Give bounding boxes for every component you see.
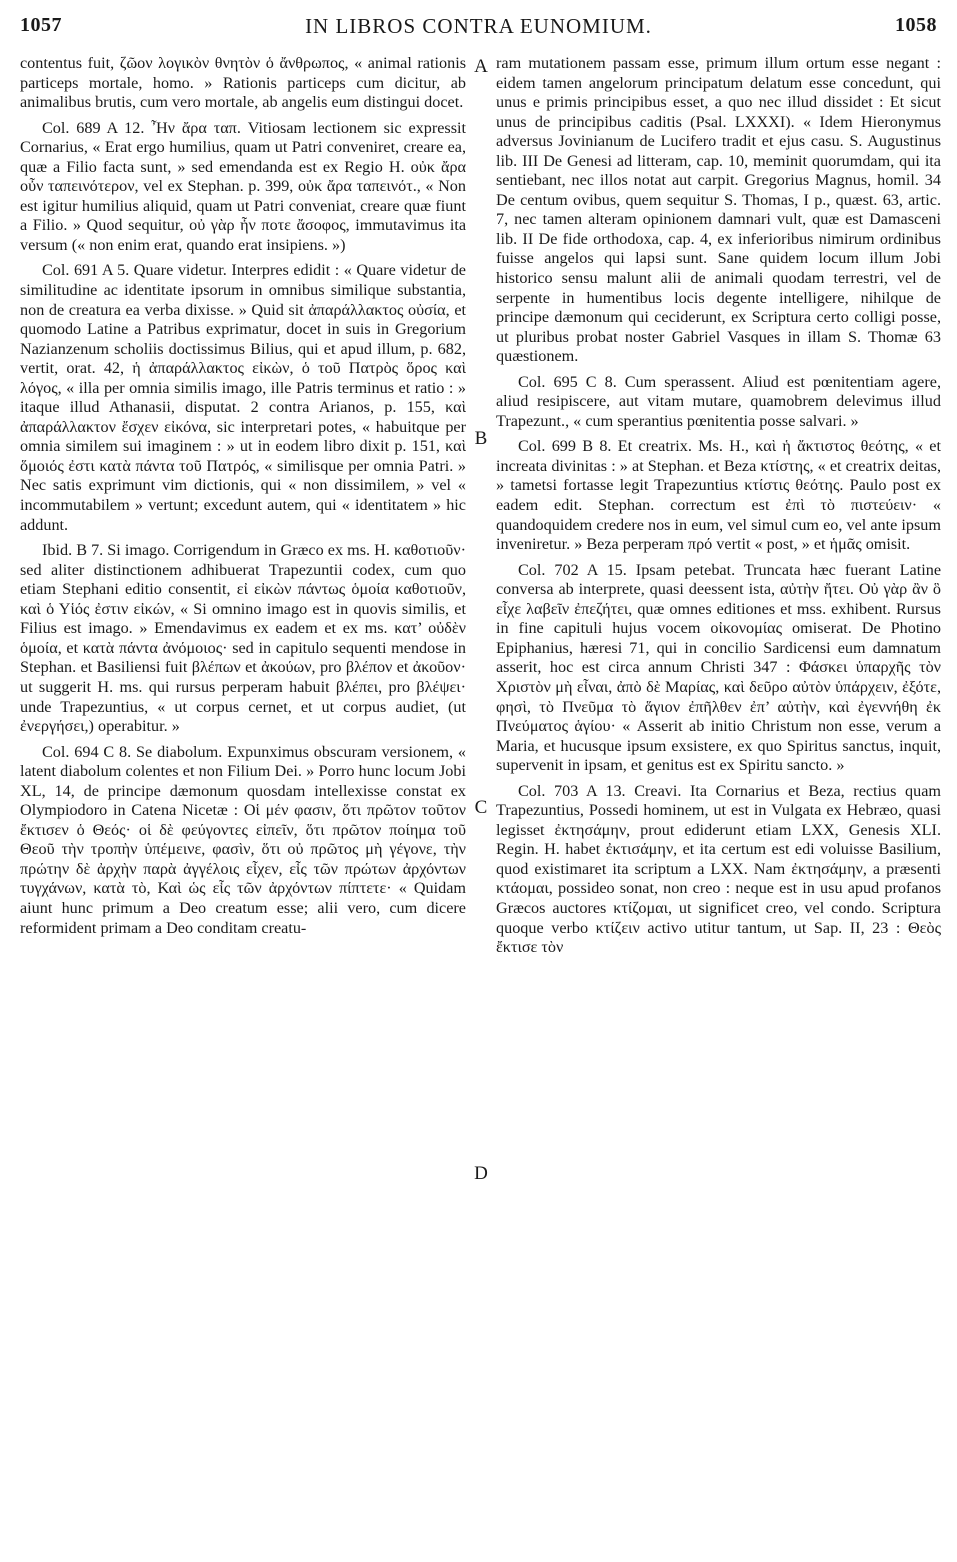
right-column [496,54,941,958]
margin-letter-c: C [474,797,488,818]
paragraph: Col. 691 A 5. Quare videtur. Interpres edidit : « Quare videtur de similitudine ac identitate ipsorum in omnibus similique substantia, non de creatura ea verba dixisse. » Quid sit ἀπαράλλακτος οὐσία, et quomodo Latine a Patribus exprimatur, docet in suis in Gregorium Nazianzenum scholiis doctissimus Bilius, qui et apud illum, p. 682, vertit, orat. 42, ἡ ἀπαράλλακτος εἰκὼν, ὁ τοῦ Πατρὸς ὅρος καὶ λόγος, « illa per omnia similis imago, ille Patris terminus et ratio : » itaque illud Athanasii, disputat. 2 contra Arianos, p. 155, καὶ ἀπαράλλακτον ἔσχεν εἰκόνα, sic interpretari potes, « habuitque per omnia similem sui imaginem : » ut in eodem libro dixit p. 151, καὶ ὅμοιός ἐστι κατὰ πάντα τοῦ Πατρός, « similisque per omnia Patri. » Nec satis exprimunt vim dictionis, qui « non dissimilem, » vel « incommutabilem » vertunt; excedunt autem, qui « identitatem » hic addunt. [20,261,466,534]
paragraph: Col. 694 C 8. Se diabolum. Expunximus obscuram versionem, « latent diabolum colentes et non Filium Dei. » Porro hunc locum Jobi XL, 14, de principe dæmonum quosdam intellexisse constat ex Olympiodoro in Catena Nicetæ : Οἱ μέν φασιν, ὅτι πρῶτον τοῦτον ἔκτισεν ὁ Θεός· οἱ δὲ φεύγοντες εἰπεῖν, ὅτι πρῶτον ποίημα τοῦ Θεοῦ τὴν τροπὴν ὑπέμεινε, φασὶν, ὅτι οὐ πρῶτος μὴ γέγονε, τὴν πρώτην δὲ ἀρχὴν παρὰ ἀγγέλοις εἶχεν, εἷς τῶν πρώτων ἀρχόντων τυγχάνων, κατὰ τὸ, Καὶ ὡς εἷς τῶν ἀρχόντων πίπτετε· « Quidam aiunt hunc primum a Deo creatum esse; alii vero, cum dicere reformident primam a Deo conditam creatu- [20,742,466,937]
paragraph: ram mutationem passam esse, primum illum ortum esse negant : eidem tamen angelorum principatum delatum esse concedunt, qui unus e primis principibus esset, a quo nec illud dissidet : Et sicut unus de principibus caditis (Psal. LXXXI). « Idem Hieronymus adversus Jovinianum de Lucifero tradit et ejus casu. S. Augustinus lib. III De Genesi ad litteram, cap. 10, meminit quorumdam, qui ita sentiebant, nec illos notat aut carpit. Gregorius Magnus, homil. 34 De centum ovibus, quem sequitur S. Thomas, I p., quæst. 63, artic. 7, nec tamen alteram opinionem damnari vult, quæ est Damasceni lib. II De fide orthodoxa, cap. 4, ex inferioribus nimirum ordinibus fuisse angelos qui lapsi sunt. Sane quidem locum illum Jobi historico sensu malunt alii de animali quodam terrestri, vel de serpente in humentibus locis degente intelligere, nihilque de principe dæmonum qui ceciderunt, ex Scriptura certo colligi posse, ut pluribus probat noster Gabriel Vasques in illam S. Thomæ 63 quæstionem. [496,54,941,366]
margin-letter-b: B [474,428,488,449]
left-column [20,54,466,938]
paragraph: contentus fuit, ζῶον λογικὸν θνητὸν ὁ ἄνθρωπος, « animal rationis particeps mortale, homo. » Rationis particeps cum dicitur, ab animalibus brutis, cum vero mortale, ab angelis eum distingui docet. [20,54,466,112]
paragraph: Col. 702 A 15. Ipsam petebat. Truncata hæc fuerant Latine conversa ab interprete, quasi deessent ista, αὐτὴν ἤτει. Οὐ γὰρ ἂν ὃ εἶχε λαβεῖν ἐπεζήτει, quæ omnes editiones et mss. exhibent. Rursus in fine capituli hujus vocem οἰκονομίας omiserat. De Photino Epiphanius, hæresi 71, qui in concilio Sardicensi eum damnatum asserit, hoc est circa annum Christi 347 : Φάσκει ὑπαρχῆς τὸν Χριστὸν μὴ εἶναι, ἀπὸ δὲ Μαρίας, καὶ δεῦρο αὐτὸν ὑπάρχειν, ἐξότε, φησὶ, τὸ Πνεῦμα τὸ ἅγιον ἐπῆλθεν ἐπ’ αὐτὴν, καὶ ἐγεννήθη ἐκ Πνεύματος ἁγίου· « Asserit ab initio Christum non esse, verum a Maria, et hucusque ipsum exsistere, ex quo Spiritus sanctus, inquit, supervenit in ipsam, et genitus est ex Spiritu sancto. » [496,560,941,775]
margin-letter-a: A [474,56,488,77]
paragraph: Col. 703 A 13. Creavi. Ita Cornarius et Beza, rectius quam Trapezuntius, Possedi hominem, ut est in Vulgata ex Hebræo, quasi legisset ἐκτησάμην, prout ediderunt etiam LXX, Genesis XLI. Regin. H. habet ἐκτισάμην, et ita certum est edi voluisse Basilium, quod existimaret ita scriptum a LXX. Nam ἐκτησάμην, a præsenti κτάομαι, possideo sonat, non creo : neque est in usu apud profanos Græcos auctores κτίζομαι, ut significet creo, vel condo. Scriptura quoque verbo κτίζειν activo utitur tantum, ut Sap. II, 23 : Θεὸς ἔκτισε τὸν [496,781,941,957]
paragraph: Col. 699 B 8. Et creatrix. Ms. H., καὶ ἡ ἄκτιστος θεότης, « et increata divinitas : » at Stephan. et Beza κτίστης, « et creatrix deitas, » tametsi fortasse legit Trapezuntius κτίστις θεότης. Paulo post ex eadem edit. Stephan. correctum est ἐπὶ τὸ πιστεύειν· « quandoquidem credere nos in eum, vel simul cum eo, vel ante ipsum inveniretur. » Beza perperam πρό vertit « post, » et ἡμᾶς omisit. [496,437,941,554]
left-page-number: 1057 [20,14,62,36]
right-page-number: 1058 [895,14,937,36]
running-header [20,14,937,44]
running-title: IN LIBROS CONTRA EUNOMIUM. [305,14,652,38]
margin-letter-d: D [474,1163,488,1184]
paragraph: Col. 695 C 8. Cum sperassent. Aliud est pœnitentiam agere, aliud resipiscere, aut vitam mutare, quamobrem delevimus illud Trapezunt., « cum sperantius pœnitentia posse salvari. » [496,372,941,430]
paragraph: Ibid. B 7. Si imago. Corrigendum in Græco ex ms. H. καθοτιοῦν· sed aliter distinctionem adhibuerat Trapezuntii codex, cum quo etiam Stephani editio consentit, εἰ εἰκὼν πάντως ὁμοία καθοτιοῦν, καὶ ὁ Υἱός ἐστιν εἰκών, « Si omnino imago est in quovis similis, et Filius est imago. » Emendavimus ex eadem et ex ms. κατ’ οὐδὲν ὁμοία, et κατὰ πάντα ἀνόμοιος· sed in capitulo sequenti mendose in Stephan. et Basiliensi fuit βλέπων et ἀκούων, pro βλέπον et ἀκοῦον· ut suggerit H. ms. qui rursus perperam habuit βλέπει, pro βλέψει· unde Trapezuntius, « ut corpus cernet, et ut corpus audiet, (ut ἐνεργήσει,) operabitur. » [20,541,466,736]
paragraph: Col. 689 A 12. Ἦν ἄρα ταπ. Vitiosam lectionem sic expressit Cornarius, « Erat ergo humilius, quam ut Patri conveniret, creare ea, quæ a Filio facta sunt, » sed emendanda est ex Regio H. οὐκ ἄρα οὖν ταπεινότερον, vel ex Stephan. p. 399, οὐκ ἄρα ταπεινότ., « Non est igitur humilius aliquid, quam ut Patri conveniat, creare quæ fiunt a Filio. » Quod sequitur, οὐ γὰρ ἦν ποτε ἄσοφος, immutavimus ita versum (« non enim erat, quando erat insipiens. ») [20,118,466,254]
